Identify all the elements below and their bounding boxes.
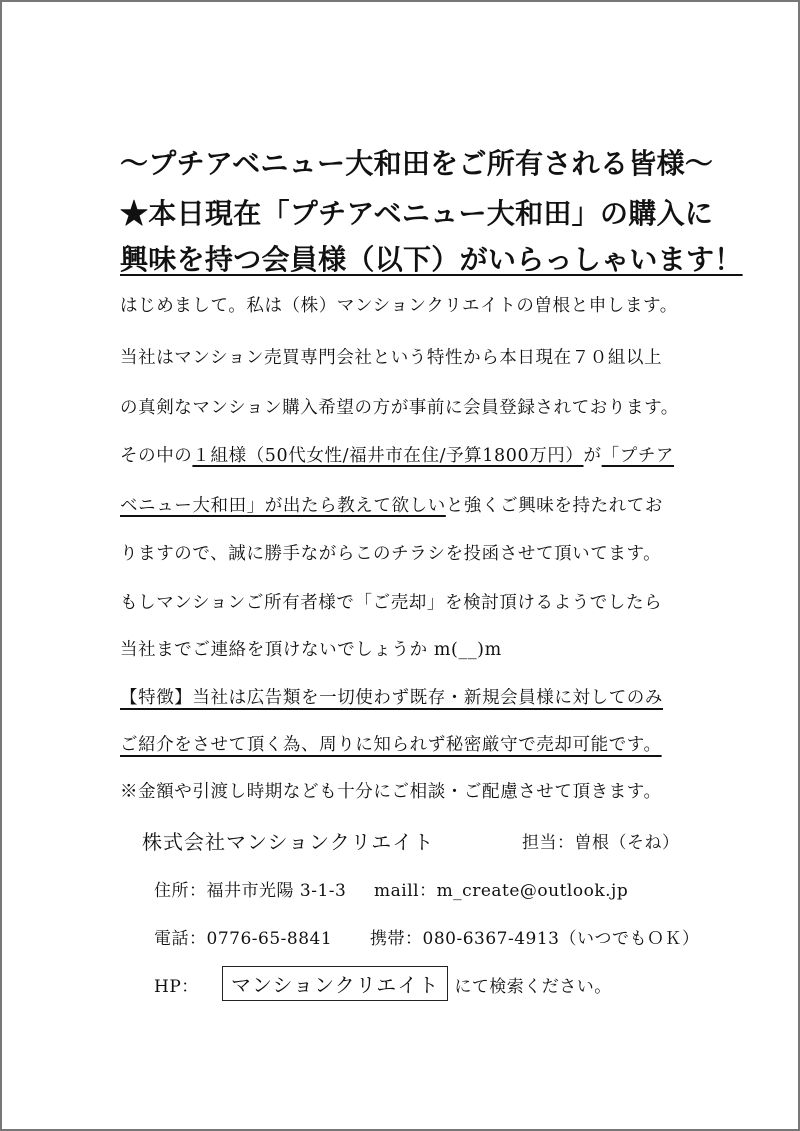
consultation-note: ※金額や引渡し時期なども十分にご相談・ご配慮させて頂きます。 <box>120 782 662 802</box>
hp-row <box>154 966 612 1001</box>
company-name: 株式会社マンションクリエイト <box>142 830 435 854</box>
hp-search-box: マンションクリエイト <box>222 966 448 1001</box>
member-profile: １組様（50代女性/福井市在住/予算1800万円） <box>192 446 584 466</box>
headline-greeting: ～プチアベニュー大和田をご所有される皆様～ <box>120 147 714 180</box>
body-line-6: りますので、誠に勝手ながらこのチラシを投函させて頂いてます。 <box>120 544 662 564</box>
mobile-number: 携帯：080-6367-4913（いつでもＯＫ） <box>370 929 700 949</box>
body-line-5 <box>120 492 663 517</box>
body-line-4-pre: その中の <box>120 446 193 466</box>
property-request-start: 「プチア <box>601 446 675 466</box>
body-line-2: 当社はマンション売買専門会社という特性から本日現在７０組以上 <box>120 348 663 368</box>
intro-line: はじめまして。私は（株）マンションクリエイトの曽根と申します。 <box>120 296 678 316</box>
contact-person: 担当：曽根（そね） <box>522 833 680 853</box>
hp-suffix: にて検索ください。 <box>454 977 612 997</box>
headline-interest: 興味を持つ会員様（以下）がいらっしゃいます！ <box>120 243 743 276</box>
address: 住所：福井市光陽 3-1-3 <box>154 881 347 901</box>
feature-line-1: 【特徴】当社は広告類を一切使わず既存・新規会員様に対してのみ <box>120 688 663 708</box>
headline-announcement: ★本日現在「プチアベニュー大和田」の購入に <box>120 197 714 230</box>
body-line-8: 当社までご連絡を頂けないでしょうか m(__)m <box>120 640 502 660</box>
property-request-end: ベニュー大和田」が出たら教えて欲しい <box>120 496 446 516</box>
body-line-4-mid: が <box>583 446 602 466</box>
email-address: maill：m_create@outlook.jp <box>374 881 629 901</box>
body-line-4 <box>120 442 674 467</box>
phone-number: 電話：0776-65-8841 <box>154 929 333 949</box>
body-line-5-post: と強くご興味を持たれてお <box>445 496 664 516</box>
hp-label: HP： <box>154 977 199 997</box>
body-line-7: もしマンションご所有者様で「ご売却」を検討頂けるようでしたら <box>120 593 663 613</box>
feature-line-2: ご紹介をさせて頂く為、周りに知られず秘密厳守で売却可能です。 <box>120 735 662 755</box>
body-line-3: の真剣なマンション購入希望の方が事前に会員登録されております。 <box>120 398 679 418</box>
